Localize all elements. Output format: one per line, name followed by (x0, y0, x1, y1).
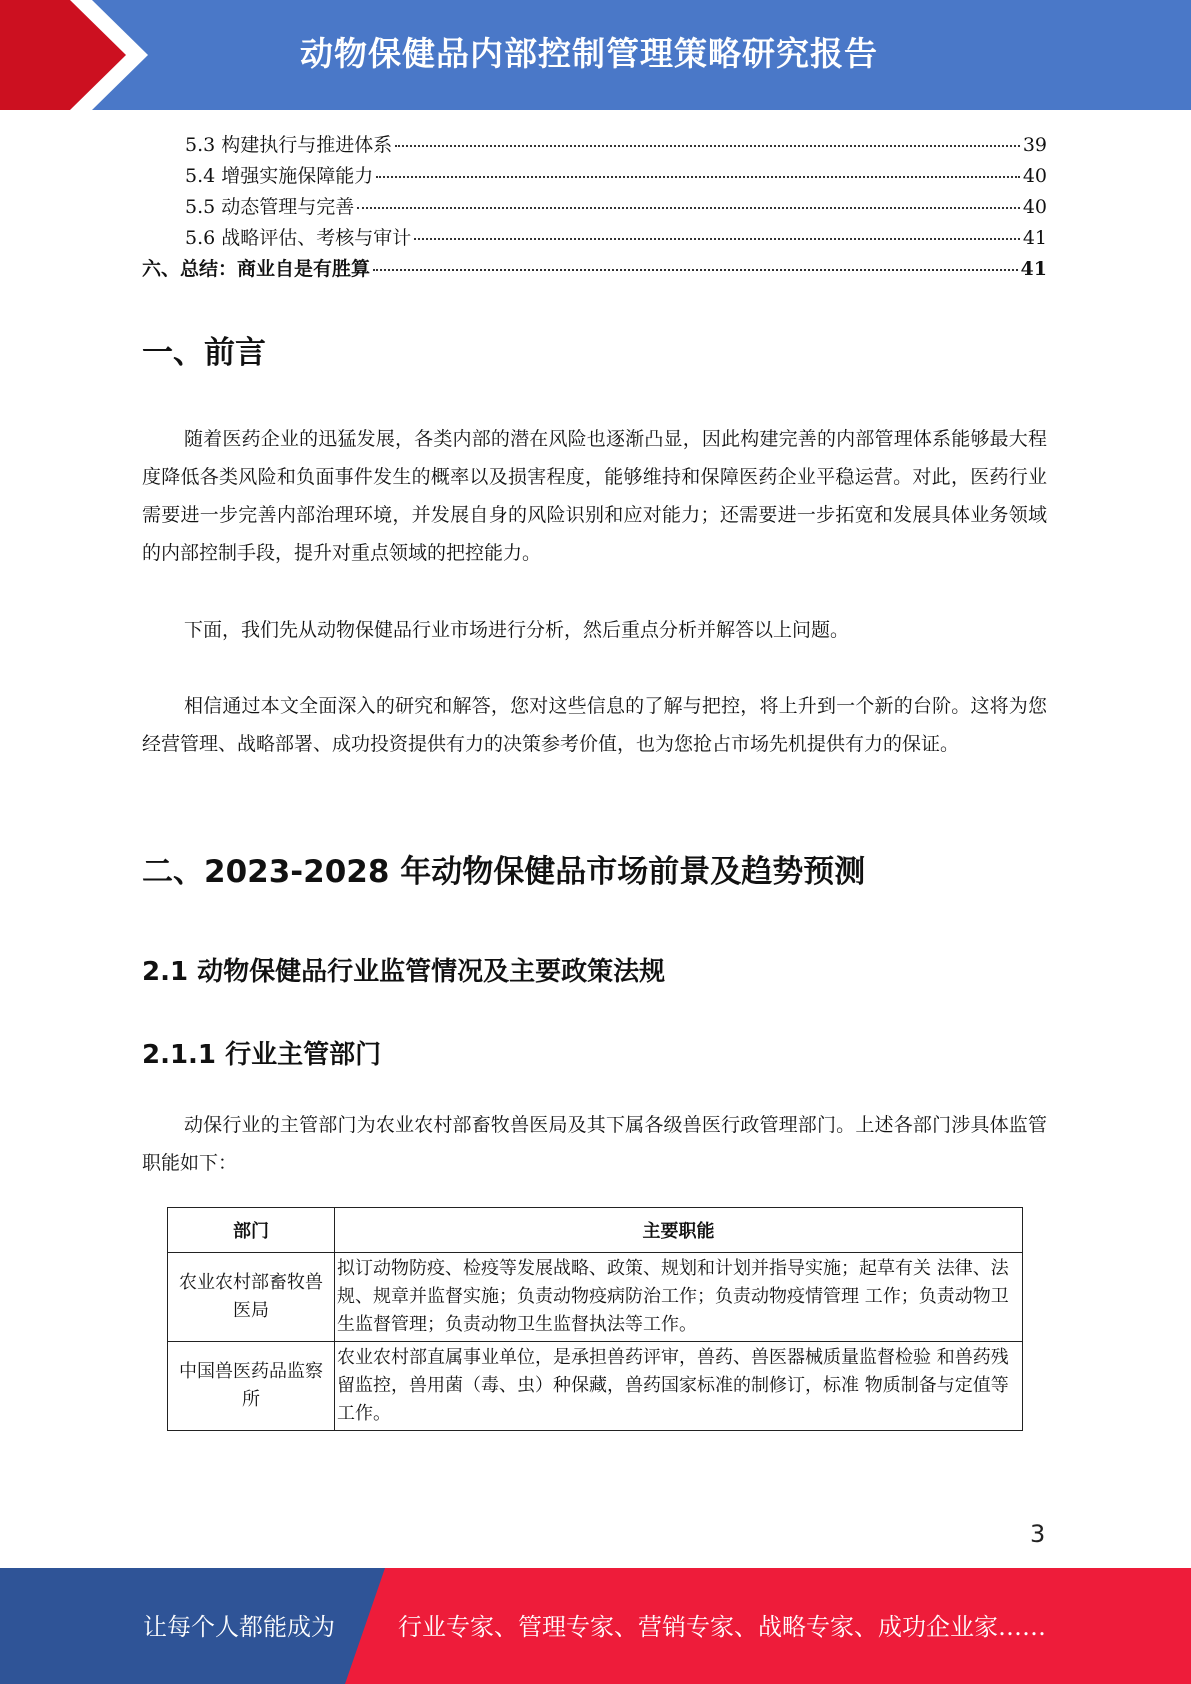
table-header-duties: 主要职能 (335, 1208, 1023, 1253)
toc-page: 40 (1022, 165, 1047, 187)
footer-slogan-left: 让每个人都能成为 (143, 1613, 335, 1641)
header-arrow-decoration (0, 0, 160, 110)
table-header-department: 部门 (168, 1208, 335, 1253)
preface-paragraph-3: 相信通过本文全面深入的研究和解答，您对这些信息的了解与把控，将上升到一个新的台阶。这将为您经营管理、战略部署、成功投资提供有力的决策参考价值，也为您抢占市场先机提供有力的保证。 (142, 695, 1047, 755)
toc-leader-dots (373, 269, 1018, 271)
toc-page: 40 (1022, 196, 1047, 218)
page-footer (0, 1568, 1191, 1684)
table-cell-duties: 农业农村部直属事业单位，是承担兽药评审，兽药、兽医器械质量监督检验 和兽药残留监控，兽用菌（毒、虫）种保藏，兽药国家标准的制修订，标准 物质制备与定值等工作。 (335, 1342, 1023, 1431)
table-row (168, 1342, 1023, 1431)
table-cell-department: 农业农村部畜牧兽医局 (168, 1253, 335, 1342)
toc-label: 5.5 动态管理与完善 (185, 196, 355, 218)
subsection-heading-2-1: 2.1 动物保健品行业监管情况及主要政策法规 (142, 957, 666, 987)
table-row (168, 1253, 1023, 1342)
toc-label: 六、总结：商业自是有胜算 (142, 258, 371, 280)
table-header-row (168, 1208, 1023, 1253)
toc-entry[interactable] (142, 161, 1047, 192)
footer-slogan-right: 行业专家、管理专家、营销专家、战略专家、成功企业家…… (398, 1613, 1046, 1641)
toc-leader-dots (357, 207, 1020, 209)
toc-label: 5.6 战略评估、考核与审计 (185, 227, 412, 249)
toc-entry[interactable] (142, 254, 1047, 285)
page-header (0, 0, 1191, 110)
toc-entry[interactable] (142, 223, 1047, 254)
toc-entry[interactable] (142, 130, 1047, 161)
section-heading-market-outlook: 二、2023-2028 年动物保健品市场前景及趋势预测 (142, 854, 866, 890)
page-number: 3 (1030, 1520, 1046, 1548)
section-heading-preface: 一、前言 (142, 335, 266, 371)
toc-page: 41 (1022, 227, 1047, 249)
regulator-paragraph: 动保行业的主管部门为农业农村部畜牧兽医局及其下属各级兽医行政管理部门。上述各部门涉具体监管职能如下： (142, 1114, 1047, 1174)
toc-leader-dots (376, 176, 1020, 178)
table-cell-department: 中国兽医药品监察所 (168, 1342, 335, 1431)
preface-paragraph-1: 随着医药企业的迅猛发展，各类内部的潜在风险也逐渐凸显，因此构建完善的内部管理体系能够最大程度降低各类风险和负面事件发生的概率以及损害程度，能够维持和保障医药企业平稳运营。对此，医药行业需要进一步完善内部治理环境，并发展自身的风险识别和应对能力；还需要进一步拓宽和发展具体业务领域的内部控制手段，提升对重点领域的把控能力。 (142, 428, 1047, 564)
toc-label: 5.3 构建执行与推进体系 (185, 134, 393, 156)
toc-label: 5.4 增强实施保障能力 (185, 165, 374, 187)
regulator-table (167, 1207, 1023, 1431)
toc-entry[interactable] (142, 192, 1047, 223)
toc-leader-dots (395, 145, 1020, 147)
preface-paragraph-2: 下面，我们先从动物保健品行业市场进行分析，然后重点分析并解答以上问题。 (184, 619, 850, 641)
report-title: 动物保健品内部控制管理策略研究报告 (300, 34, 878, 73)
toc-leader-dots (414, 238, 1020, 240)
toc-page: 39 (1022, 134, 1047, 156)
table-of-contents (142, 130, 1047, 285)
table-cell-duties: 拟订动物防疫、检疫等发展战略、政策、规划和计划并指导实施；起草有关 法律、法规、规章并监督实施；负责动物疫病防治工作；负责动物疫情管理 工作；负责动物卫生监督管理；负责动物卫生监督执法等工作。 (335, 1253, 1023, 1342)
subsection-heading-2-1-1: 2.1.1 行业主管部门 (142, 1040, 382, 1070)
toc-page: 41 (1020, 258, 1047, 280)
